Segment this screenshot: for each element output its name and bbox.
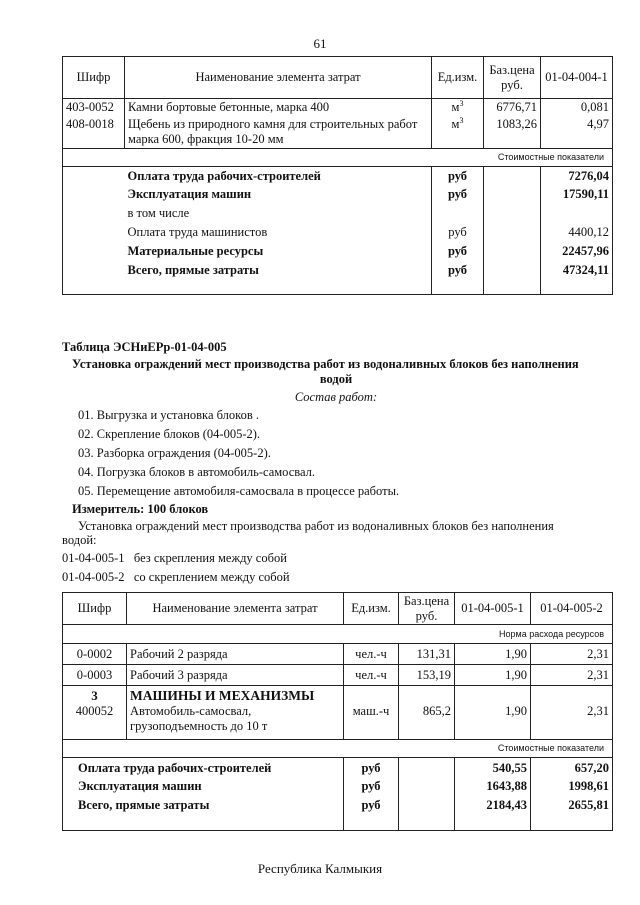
table-row: 0-0003 Рабочий 3 разряда чел.-ч 153,19 1,90 2,31 bbox=[63, 665, 613, 686]
work-item: 01. Выгрузка и установка блоков . bbox=[78, 408, 259, 422]
group-row: 3 МАШИНЫ И МЕХАНИЗМЫ bbox=[63, 686, 613, 704]
description-line-1: Установка ограждений мест производства работ из водоналивных блоков без наполнения bbox=[78, 519, 554, 533]
header-code: Шифр bbox=[63, 57, 125, 99]
header-price: Баз.цена руб. bbox=[484, 57, 541, 99]
table-title: Таблица ЭСНиЕРр-01-04-005 bbox=[62, 340, 227, 354]
resource-table-2 bbox=[62, 592, 613, 831]
norm-label: Норма расхода ресурсов bbox=[63, 625, 613, 644]
variant-item: 01-04-005-1 без скрепления между собой bbox=[62, 551, 287, 565]
table-row: 400052 Автомобиль-самосвал, грузоподъемность до 10 т маш.-ч 865,2 1,90 2,31 bbox=[63, 704, 613, 740]
variant-item: 01-04-005-2 со скреплением между собой bbox=[62, 570, 290, 584]
heading-line-2: водой bbox=[319, 372, 353, 386]
page-number: 61 bbox=[313, 36, 327, 51]
cost-row: Оплата труда машинистов руб 4400,12 bbox=[63, 223, 613, 242]
header-col-2: 01-04-005-2 bbox=[531, 593, 613, 625]
cost-row: Эксплуатация машин руб 1643,88 1998,61 bbox=[63, 777, 613, 796]
cost-row: Всего, прямые затраты руб 47324,11 bbox=[63, 261, 613, 294]
section-label: Стоимостные показатели bbox=[63, 740, 613, 758]
header-name: Наименование элемента затрат bbox=[127, 593, 344, 625]
header-unit: Ед.изм. bbox=[344, 593, 399, 625]
table-row: 403-0052 Камни бортовые бетонные, марка 400 $м^3$ 6776,71 0,081 bbox=[63, 99, 613, 116]
header-col-1: 01-04-005-1 bbox=[455, 593, 531, 625]
table-row: 408-0018 Щебень из природного камня для строительных работ марка 600, фракция 10-20 мм $м^3$ 1083,26 4,97 bbox=[63, 115, 613, 148]
header-code: Шифр bbox=[63, 593, 127, 625]
cost-row: Оплата труда рабочих-строителей руб 540,55 657,20 bbox=[63, 758, 613, 777]
work-item: 03. Разборка ограждения (04-005-2). bbox=[78, 446, 271, 460]
page-footer: Республика Калмыкия bbox=[257, 861, 383, 876]
heading-line-1: Установка ограждений мест производства работ из водоналивных блоков без наполнения bbox=[72, 357, 579, 371]
cost-row: Эксплуатация машин руб 17590,11 bbox=[63, 185, 613, 204]
cost-row: в том числе bbox=[63, 204, 613, 223]
work-item: 04. Погрузка блоков в автомобиль-самосвал. bbox=[78, 465, 316, 479]
composition-label: Состав работ: bbox=[294, 390, 378, 404]
cost-row: Оплата труда рабочих-строителей руб 7276,04 bbox=[63, 166, 613, 185]
resource-table-1 bbox=[62, 56, 613, 295]
work-item: 05. Перемещение автомобиля-самосвала в процессе работы. bbox=[78, 484, 400, 498]
header-name: Наименование элемента затрат bbox=[125, 57, 432, 99]
table-row: 0-0002 Рабочий 2 разряда чел.-ч 131,31 1,90 2,31 bbox=[63, 644, 613, 665]
section-label: Стоимостные показатели bbox=[63, 148, 613, 166]
description-line-2: водой: bbox=[62, 533, 97, 547]
header-price: Баз.цена руб. bbox=[399, 593, 455, 625]
meter: Измеритель: 100 блоков bbox=[72, 502, 209, 516]
cost-row: Материальные ресурсы руб 22457,96 bbox=[63, 242, 613, 261]
cost-row: Всего, прямые затраты руб 2184,43 2655,81 bbox=[63, 796, 613, 831]
header-col: 01-04-004-1 bbox=[541, 57, 613, 99]
work-item: 02. Скрепление блоков (04-005-2). bbox=[78, 427, 261, 441]
header-unit: Ед.изм. bbox=[432, 57, 484, 99]
